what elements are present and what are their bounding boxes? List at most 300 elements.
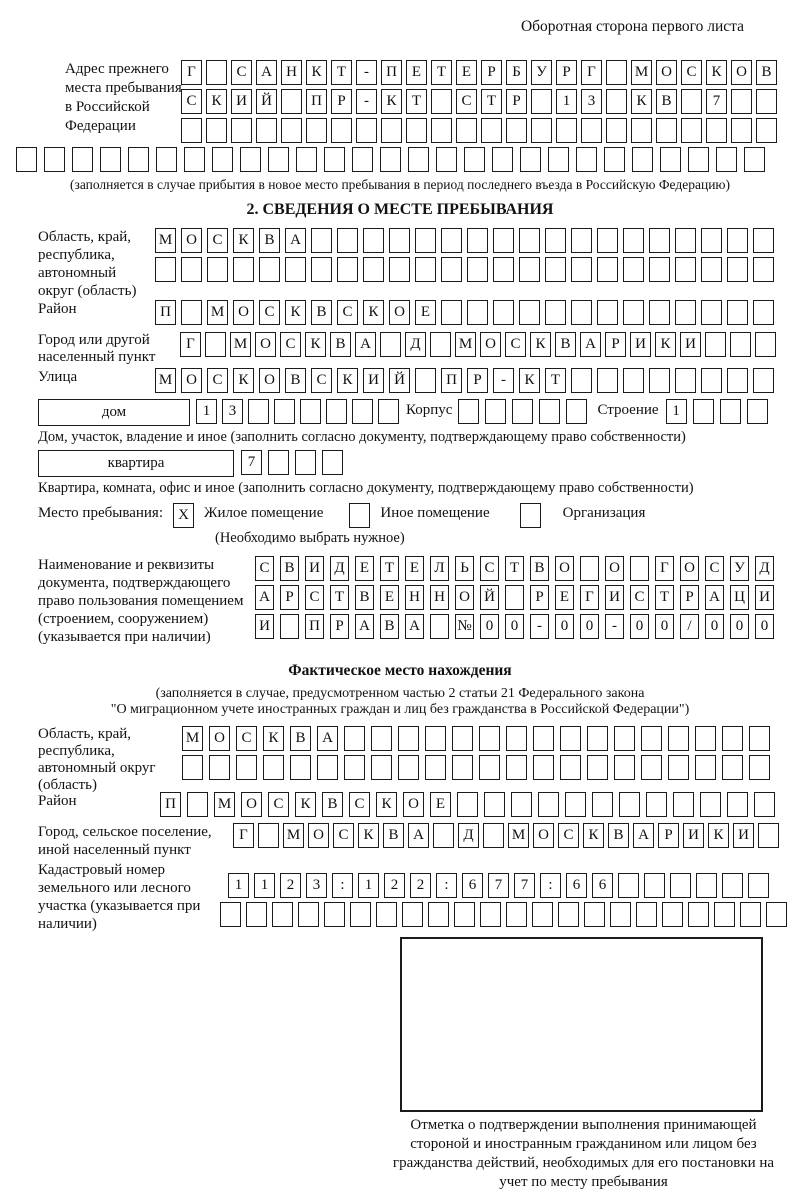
char-cell[interactable]	[753, 368, 774, 393]
char-cell[interactable]: А	[408, 823, 429, 848]
char-cell[interactable]: В	[311, 300, 332, 325]
char-cell[interactable]	[128, 147, 149, 172]
char-cell[interactable]	[730, 332, 751, 357]
char-cell[interactable]	[467, 300, 488, 325]
char-cell[interactable]	[452, 755, 473, 780]
char-cell[interactable]: С	[305, 585, 324, 610]
char-cell[interactable]: С	[681, 60, 702, 85]
char-cell[interactable]	[656, 118, 677, 143]
char-cell[interactable]	[458, 399, 479, 424]
char-cell[interactable]: О	[259, 368, 280, 393]
char-cell[interactable]	[402, 902, 423, 927]
char-cell[interactable]: В	[383, 823, 404, 848]
char-cell[interactable]	[695, 755, 716, 780]
char-cell[interactable]: А	[355, 614, 374, 639]
char-cell[interactable]	[584, 902, 605, 927]
char-cell[interactable]	[695, 726, 716, 751]
char-cell[interactable]: Р	[331, 89, 352, 114]
char-cell[interactable]: С	[630, 585, 649, 610]
char-cell[interactable]: С	[236, 726, 257, 751]
char-cell[interactable]: 0	[730, 614, 749, 639]
char-cell[interactable]	[16, 147, 37, 172]
char-cell[interactable]: А	[256, 60, 277, 85]
char-cell[interactable]	[431, 89, 452, 114]
char-cell[interactable]	[207, 257, 228, 282]
char-cell[interactable]	[398, 755, 419, 780]
char-cell[interactable]	[371, 726, 392, 751]
char-cell[interactable]	[753, 300, 774, 325]
char-cell[interactable]: П	[306, 89, 327, 114]
char-cell[interactable]	[519, 228, 540, 253]
char-cell[interactable]	[766, 902, 787, 927]
char-cell[interactable]: К	[381, 89, 402, 114]
char-cell[interactable]	[714, 902, 735, 927]
char-cell[interactable]	[452, 726, 473, 751]
char-cell[interactable]: О	[480, 332, 501, 357]
char-cell[interactable]	[156, 147, 177, 172]
char-cell[interactable]: М	[182, 726, 203, 751]
char-cell[interactable]: В	[555, 332, 576, 357]
char-cell[interactable]	[467, 228, 488, 253]
char-cell[interactable]: 7	[488, 873, 509, 898]
char-cell[interactable]: 6	[566, 873, 587, 898]
char-cell[interactable]	[380, 147, 401, 172]
char-cell[interactable]: П	[155, 300, 176, 325]
char-cell[interactable]: Р	[330, 614, 349, 639]
char-cell[interactable]	[646, 792, 667, 817]
char-cell[interactable]: 6	[592, 873, 613, 898]
char-cell[interactable]	[701, 300, 722, 325]
char-cell[interactable]: Е	[415, 300, 436, 325]
char-cell[interactable]: Е	[430, 792, 451, 817]
char-cell[interactable]	[701, 368, 722, 393]
char-cell[interactable]: Й	[256, 89, 277, 114]
char-cell[interactable]: И	[363, 368, 384, 393]
char-cell[interactable]: С	[505, 332, 526, 357]
char-cell[interactable]	[415, 257, 436, 282]
char-cell[interactable]: К	[233, 228, 254, 253]
char-cell[interactable]	[324, 147, 345, 172]
char-cell[interactable]: Г	[580, 585, 599, 610]
char-cell[interactable]: Е	[406, 60, 427, 85]
char-cell[interactable]: В	[756, 60, 777, 85]
char-cell[interactable]	[295, 450, 316, 475]
char-cell[interactable]: Е	[456, 60, 477, 85]
char-cell[interactable]: О	[233, 300, 254, 325]
char-cell[interactable]	[72, 147, 93, 172]
char-cell[interactable]: К	[285, 300, 306, 325]
char-cell[interactable]: С	[207, 228, 228, 253]
char-cell[interactable]: К	[306, 60, 327, 85]
char-cell[interactable]: И	[683, 823, 704, 848]
char-cell[interactable]	[740, 902, 761, 927]
char-cell[interactable]: О	[455, 585, 474, 610]
char-cell[interactable]	[481, 118, 502, 143]
char-cell[interactable]	[675, 368, 696, 393]
char-cell[interactable]: №	[455, 614, 474, 639]
char-cell[interactable]	[331, 118, 352, 143]
char-cell[interactable]	[436, 147, 457, 172]
char-cell[interactable]	[749, 755, 770, 780]
char-cell[interactable]: 0	[555, 614, 574, 639]
char-cell[interactable]	[749, 726, 770, 751]
char-cell[interactable]	[212, 147, 233, 172]
char-cell[interactable]: Р	[605, 332, 626, 357]
char-cell[interactable]: Г	[180, 332, 201, 357]
char-cell[interactable]: К	[305, 332, 326, 357]
char-cell[interactable]: С	[558, 823, 579, 848]
char-cell[interactable]: М	[155, 228, 176, 253]
char-cell[interactable]	[300, 399, 321, 424]
char-cell[interactable]	[744, 147, 765, 172]
char-cell[interactable]: И	[630, 332, 651, 357]
char-cell[interactable]	[389, 228, 410, 253]
char-cell[interactable]	[317, 755, 338, 780]
char-cell[interactable]	[184, 147, 205, 172]
char-cell[interactable]	[363, 257, 384, 282]
char-cell[interactable]: Г	[181, 60, 202, 85]
char-cell[interactable]	[441, 257, 462, 282]
char-cell[interactable]: В	[656, 89, 677, 114]
char-cell[interactable]	[415, 228, 436, 253]
char-cell[interactable]	[753, 257, 774, 282]
char-cell[interactable]: И	[680, 332, 701, 357]
char-cell[interactable]	[268, 147, 289, 172]
char-cell[interactable]: С	[231, 60, 252, 85]
char-cell[interactable]	[363, 228, 384, 253]
char-cell[interactable]: У	[531, 60, 552, 85]
char-cell[interactable]	[430, 332, 451, 357]
char-cell[interactable]	[485, 399, 506, 424]
char-cell[interactable]	[623, 368, 644, 393]
char-cell[interactable]: К	[263, 726, 284, 751]
char-cell[interactable]	[378, 399, 399, 424]
char-cell[interactable]: Н	[281, 60, 302, 85]
char-cell[interactable]: Т	[431, 60, 452, 85]
char-cell[interactable]: 0	[705, 614, 724, 639]
char-cell[interactable]: :	[332, 873, 353, 898]
char-cell[interactable]: К	[519, 368, 540, 393]
char-cell[interactable]: А	[633, 823, 654, 848]
char-cell[interactable]	[538, 792, 559, 817]
char-cell[interactable]	[675, 300, 696, 325]
char-cell[interactable]	[756, 118, 777, 143]
char-cell[interactable]	[560, 755, 581, 780]
char-cell[interactable]	[352, 399, 373, 424]
char-cell[interactable]	[556, 118, 577, 143]
char-cell[interactable]	[268, 450, 289, 475]
char-cell[interactable]: 7	[706, 89, 727, 114]
char-cell[interactable]	[311, 228, 332, 253]
char-cell[interactable]	[520, 147, 541, 172]
char-cell[interactable]	[285, 257, 306, 282]
char-cell[interactable]: Ь	[455, 556, 474, 581]
char-cell[interactable]	[519, 257, 540, 282]
char-cell[interactable]	[727, 792, 748, 817]
char-cell[interactable]: К	[708, 823, 729, 848]
char-cell[interactable]	[506, 118, 527, 143]
char-cell[interactable]	[511, 792, 532, 817]
char-cell[interactable]	[532, 902, 553, 927]
char-cell[interactable]	[614, 755, 635, 780]
char-cell[interactable]	[233, 257, 254, 282]
char-cell[interactable]: О	[555, 556, 574, 581]
char-cell[interactable]: 3	[222, 399, 243, 424]
char-cell[interactable]: -	[356, 60, 377, 85]
char-cell[interactable]: -	[530, 614, 549, 639]
char-cell[interactable]: -	[356, 89, 377, 114]
char-cell[interactable]: Т	[380, 556, 399, 581]
char-cell[interactable]	[512, 399, 533, 424]
char-cell[interactable]	[722, 726, 743, 751]
char-cell[interactable]: А	[355, 332, 376, 357]
char-cell[interactable]: К	[358, 823, 379, 848]
char-cell[interactable]	[539, 399, 560, 424]
char-cell[interactable]	[280, 614, 299, 639]
char-cell[interactable]	[248, 399, 269, 424]
char-cell[interactable]	[456, 118, 477, 143]
char-cell[interactable]	[580, 556, 599, 581]
char-cell[interactable]	[441, 228, 462, 253]
char-cell[interactable]	[545, 300, 566, 325]
char-cell[interactable]: С	[349, 792, 370, 817]
char-cell[interactable]: 1	[666, 399, 687, 424]
char-cell[interactable]: С	[181, 89, 202, 114]
char-cell[interactable]	[610, 902, 631, 927]
char-cell[interactable]: Т	[505, 556, 524, 581]
char-cell[interactable]: Р	[658, 823, 679, 848]
char-cell[interactable]: А	[317, 726, 338, 751]
char-cell[interactable]	[506, 902, 527, 927]
char-cell[interactable]: :	[540, 873, 561, 898]
char-cell[interactable]	[155, 257, 176, 282]
char-cell[interactable]	[433, 823, 454, 848]
char-cell[interactable]	[632, 147, 653, 172]
char-cell[interactable]	[274, 399, 295, 424]
char-cell[interactable]	[263, 755, 284, 780]
char-cell[interactable]: И	[305, 556, 324, 581]
char-cell[interactable]	[381, 118, 402, 143]
char-cell[interactable]: К	[337, 368, 358, 393]
char-cell[interactable]: С	[207, 368, 228, 393]
char-cell[interactable]	[240, 147, 261, 172]
char-cell[interactable]	[181, 300, 202, 325]
char-cell[interactable]	[668, 726, 689, 751]
char-cell[interactable]	[256, 118, 277, 143]
char-cell[interactable]	[281, 118, 302, 143]
char-cell[interactable]: -	[493, 368, 514, 393]
char-cell[interactable]	[425, 726, 446, 751]
char-cell[interactable]: 1	[556, 89, 577, 114]
char-cell[interactable]	[406, 118, 427, 143]
char-cell[interactable]: О	[605, 556, 624, 581]
char-cell[interactable]	[631, 118, 652, 143]
char-cell[interactable]: Р	[556, 60, 577, 85]
char-cell[interactable]: И	[733, 823, 754, 848]
char-cell[interactable]: У	[730, 556, 749, 581]
char-cell[interactable]: 2	[280, 873, 301, 898]
char-cell[interactable]	[231, 118, 252, 143]
stay-option-organization-checkbox[interactable]	[520, 503, 541, 528]
char-cell[interactable]	[720, 399, 741, 424]
char-cell[interactable]: 7	[514, 873, 535, 898]
char-cell[interactable]	[701, 228, 722, 253]
char-cell[interactable]: К	[376, 792, 397, 817]
char-cell[interactable]: С	[255, 556, 274, 581]
char-cell[interactable]: Ц	[730, 585, 749, 610]
char-cell[interactable]: А	[405, 614, 424, 639]
char-cell[interactable]: 0	[655, 614, 674, 639]
char-cell[interactable]	[619, 792, 640, 817]
char-cell[interactable]	[206, 118, 227, 143]
char-cell[interactable]: Р	[481, 60, 502, 85]
char-cell[interactable]	[187, 792, 208, 817]
char-cell[interactable]: К	[295, 792, 316, 817]
char-cell[interactable]: Л	[430, 556, 449, 581]
char-cell[interactable]: 0	[480, 614, 499, 639]
char-cell[interactable]	[571, 300, 592, 325]
char-cell[interactable]: /	[680, 614, 699, 639]
char-cell[interactable]: 2	[384, 873, 405, 898]
char-cell[interactable]: 0	[755, 614, 774, 639]
char-cell[interactable]	[479, 755, 500, 780]
char-cell[interactable]: Р	[506, 89, 527, 114]
char-cell[interactable]	[700, 792, 721, 817]
char-cell[interactable]	[324, 902, 345, 927]
char-cell[interactable]	[649, 300, 670, 325]
char-cell[interactable]: К	[706, 60, 727, 85]
char-cell[interactable]: Н	[430, 585, 449, 610]
char-cell[interactable]	[545, 228, 566, 253]
char-cell[interactable]: В	[530, 556, 549, 581]
char-cell[interactable]	[623, 228, 644, 253]
char-cell[interactable]: П	[305, 614, 324, 639]
char-cell[interactable]	[505, 585, 524, 610]
char-cell[interactable]	[467, 257, 488, 282]
char-cell[interactable]	[560, 726, 581, 751]
char-cell[interactable]	[431, 118, 452, 143]
char-cell[interactable]	[623, 300, 644, 325]
char-cell[interactable]	[597, 257, 618, 282]
char-cell[interactable]	[430, 614, 449, 639]
char-cell[interactable]	[716, 147, 737, 172]
char-cell[interactable]: 0	[580, 614, 599, 639]
char-cell[interactable]: О	[181, 228, 202, 253]
char-cell[interactable]	[350, 902, 371, 927]
char-cell[interactable]	[506, 755, 527, 780]
char-cell[interactable]: М	[455, 332, 476, 357]
char-cell[interactable]	[380, 332, 401, 357]
char-cell[interactable]	[246, 902, 267, 927]
char-cell[interactable]	[311, 257, 332, 282]
char-cell[interactable]	[533, 726, 554, 751]
char-cell[interactable]	[371, 755, 392, 780]
char-cell[interactable]	[722, 873, 743, 898]
char-cell[interactable]	[408, 147, 429, 172]
char-cell[interactable]: Т	[406, 89, 427, 114]
char-cell[interactable]	[259, 257, 280, 282]
char-cell[interactable]	[641, 755, 662, 780]
char-cell[interactable]	[748, 873, 769, 898]
char-cell[interactable]: С	[480, 556, 499, 581]
char-cell[interactable]	[636, 902, 657, 927]
char-cell[interactable]: О	[533, 823, 554, 848]
char-cell[interactable]	[727, 257, 748, 282]
char-cell[interactable]: А	[285, 228, 306, 253]
char-cell[interactable]	[688, 147, 709, 172]
char-cell[interactable]: Е	[355, 556, 374, 581]
char-cell[interactable]	[604, 147, 625, 172]
char-cell[interactable]	[606, 118, 627, 143]
char-cell[interactable]: В	[355, 585, 374, 610]
char-cell[interactable]: Г	[233, 823, 254, 848]
char-cell[interactable]	[644, 873, 665, 898]
char-cell[interactable]	[415, 368, 436, 393]
char-cell[interactable]	[571, 257, 592, 282]
char-cell[interactable]	[306, 118, 327, 143]
char-cell[interactable]	[483, 823, 504, 848]
char-cell[interactable]	[344, 755, 365, 780]
char-cell[interactable]: П	[381, 60, 402, 85]
char-cell[interactable]: Б	[506, 60, 527, 85]
char-cell[interactable]	[181, 118, 202, 143]
char-cell[interactable]	[337, 228, 358, 253]
char-cell[interactable]: О	[308, 823, 329, 848]
char-cell[interactable]: Й	[480, 585, 499, 610]
char-cell[interactable]: И	[255, 614, 274, 639]
char-cell[interactable]: Р	[467, 368, 488, 393]
char-cell[interactable]: К	[233, 368, 254, 393]
char-cell[interactable]	[688, 902, 709, 927]
char-cell[interactable]: 3	[306, 873, 327, 898]
char-cell[interactable]	[731, 89, 752, 114]
char-cell[interactable]: О	[181, 368, 202, 393]
char-cell[interactable]: М	[283, 823, 304, 848]
char-cell[interactable]	[606, 60, 627, 85]
char-cell[interactable]: О	[731, 60, 752, 85]
char-cell[interactable]	[565, 792, 586, 817]
char-cell[interactable]	[566, 399, 587, 424]
char-cell[interactable]: 1	[196, 399, 217, 424]
char-cell[interactable]	[493, 300, 514, 325]
char-cell[interactable]	[531, 118, 552, 143]
char-cell[interactable]	[581, 118, 602, 143]
char-cell[interactable]: Е	[380, 585, 399, 610]
char-cell[interactable]	[533, 755, 554, 780]
char-cell[interactable]: К	[583, 823, 604, 848]
char-cell[interactable]	[182, 755, 203, 780]
char-cell[interactable]	[558, 902, 579, 927]
char-cell[interactable]: М	[155, 368, 176, 393]
char-cell[interactable]	[731, 118, 752, 143]
char-cell[interactable]	[597, 300, 618, 325]
char-cell[interactable]: К	[363, 300, 384, 325]
char-cell[interactable]	[727, 368, 748, 393]
stay-option-residential-checkbox[interactable]: X	[173, 503, 194, 528]
char-cell[interactable]	[209, 755, 230, 780]
char-cell[interactable]	[281, 89, 302, 114]
char-cell[interactable]	[545, 257, 566, 282]
char-cell[interactable]	[576, 147, 597, 172]
char-cell[interactable]	[376, 902, 397, 927]
char-cell[interactable]	[597, 368, 618, 393]
char-cell[interactable]: В	[608, 823, 629, 848]
char-cell[interactable]	[492, 147, 513, 172]
char-cell[interactable]	[484, 792, 505, 817]
char-cell[interactable]	[506, 726, 527, 751]
char-cell[interactable]: О	[656, 60, 677, 85]
char-cell[interactable]	[727, 228, 748, 253]
